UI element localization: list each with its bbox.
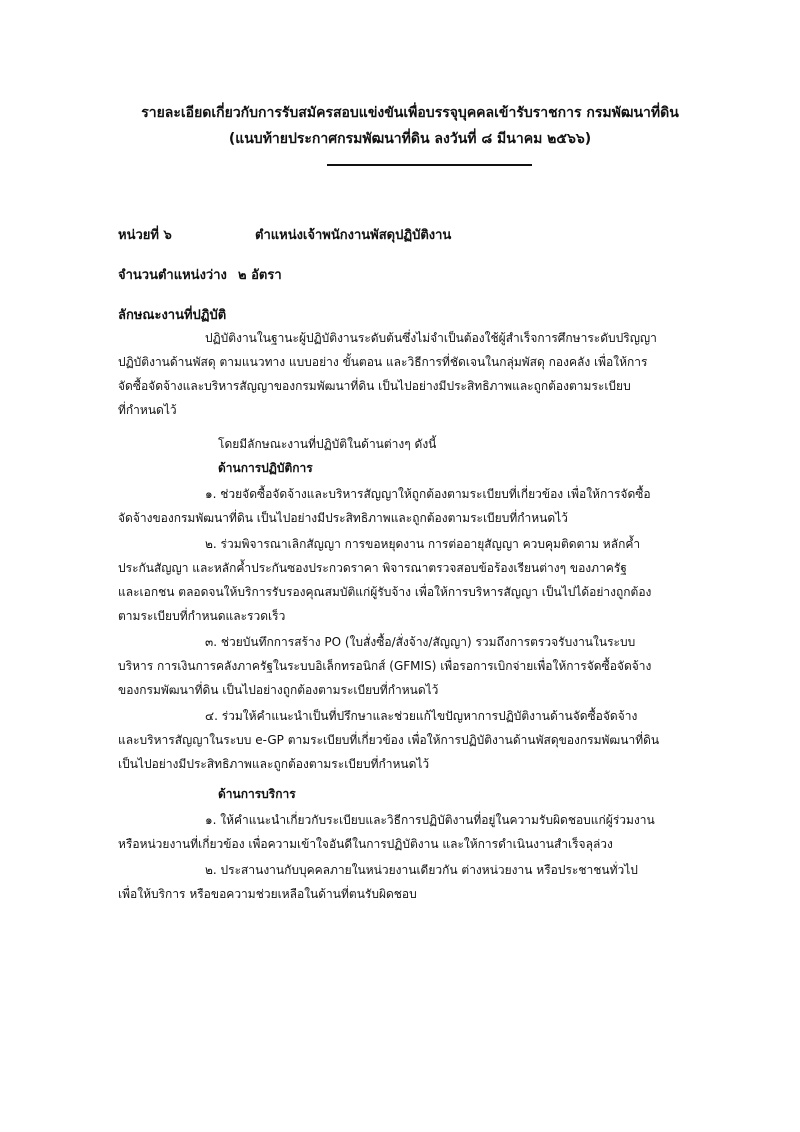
operations-line: ๔. ร่วมให้คำแนะนำเป็นที่ปรึกษาและช่วยแก้ไขปัญหาการปฏิบัติงานด้านจัดซื้อจัดจ้าง: [205, 709, 638, 723]
intro-line: จัดซื้อจัดจ้างและบริหารสัญญาของกรมพัฒนาที่ดิน เป็นไปอย่างมีประสิทธิภาพและถูกต้องตามระเบียบ: [118, 379, 631, 393]
operations-line: ๓. ช่วยบันทึกการสร้าง PO (ใบสั่งซื้อ/สั่งจ้าง/สัญญา) รวมถึงการตรวจรับงานในระบบ: [205, 635, 636, 649]
unit-field: [118, 224, 452, 245]
operations-line: และบริหารสัญญาในระบบ e-GP ตามระเบียบที่เกี่ยวข้อง เพื่อให้การปฏิบัติงานด้านพัสดุของกรมพัฒนาที่ดิน: [118, 733, 660, 747]
services-line: ๒. ประสานงานกับบุคคลภายในหน่วยงานเดียวกัน ต่างหน่วยงาน หรือประชาชนทั่วไป: [205, 863, 638, 877]
operations-line: ๒. ร่วมพิจารณาเลิกสัญญา การขอหยุดงาน การต่ออายุสัญญา ควบคุมติดตาม หลักค้ำ: [205, 537, 641, 551]
operations-line: จัดจ้างของกรมพัฒนาที่ดิน เป็นไปอย่างมีประสิทธิภาพและถูกต้องตามระเบียบที่กำหนดไว้: [118, 511, 568, 525]
operations-line: ตามระเบียบที่กำหนดและรวดเร็ว: [118, 609, 286, 623]
header-title-line-2: (แนบท้ายประกาศกรมพัฒนาที่ดิน ลงวันที่ ๘ มีนาคม ๒๕๖๖): [228, 131, 592, 147]
services-line: ๑. ให้คำแนะนำเกี่ยวกับระเบียบและวิธีการปฏิบัติงานที่อยู่ในความรับผิดชอบแก่ผู้ร่วมงาน: [205, 813, 655, 827]
operations-title: ด้านการปฏิบัติการ: [218, 461, 313, 475]
intro-line: ที่กำหนดไว้: [118, 403, 177, 417]
header-title-line-1: รายละเอียดเกี่ยวกับการรับสมัครสอบแข่งขันเพื่อบรรจุบุคคลเข้ารับราชการ กรมพัฒนาที่ดิน: [141, 105, 679, 121]
vacancies-label: จำนวนตำแหน่งว่าง: [118, 268, 227, 283]
unit-label: หน่วยที่ ๖: [118, 228, 172, 243]
operations-line: ของกรมพัฒนาที่ดิน เป็นไปอย่างถูกต้องตามระเบียบที่กำหนดไว้: [118, 683, 439, 697]
services-line: เพื่อให้บริการ หรือขอความช่วยเหลือในด้านที่ตนรับผิดชอบ: [118, 887, 417, 901]
services-line: หรือหน่วยงานที่เกี่ยวข้อง เพื่อความเข้าใจอันดีในการปฏิบัติงาน และให้การดำเนินงานสำเร็จลุล่วง: [118, 837, 613, 851]
operations-line: เป็นไปอย่างมีประสิทธิภาพและถูกต้องตามระเบียบที่กำหนดไว้: [118, 757, 430, 771]
vacancies-field: [118, 264, 282, 285]
areas-intro: โดยมีลักษณะงานที่ปฏิบัติในด้านต่างๆ ดังนี้: [218, 437, 437, 451]
intro-line: ปฏิบัติงานด้านพัสดุ ตามแนวทาง แบบอย่าง ขั้นตอน และวิธีการที่ชัดเจนในกลุ่มพัสดุ กองคลัง เพื่อให้การ: [118, 355, 648, 369]
header-divider: [327, 164, 532, 166]
intro-line: ปฏิบัติงานในฐานะผู้ปฏิบัติงานระดับต้นซึ่งไม่จำเป็นต้องใช้ผู้สำเร็จการศึกษาระดับปริญญา: [205, 331, 657, 345]
operations-line: บริหาร การเงินการคลังภาครัฐในระบบอิเล็กทรอนิกส์ (GFMIS) เพื่อรอการเบิกจ่ายเพื่อให้การจัดซื้อจัดจ้าง: [118, 659, 652, 673]
services-title: ด้านการบริการ: [218, 787, 296, 801]
vacancies-value: ๒ อัตรา: [238, 268, 282, 283]
unit-position: ตำแหน่งเจ้าพนักงานพัสดุปฏิบัติงาน: [255, 228, 452, 243]
operations-line: ประกันสัญญา และหลักค้ำประกันซองประกวดราคา พิจารณาตรวจสอบข้อร้องเรียนต่างๆ ของภาครัฐ: [118, 561, 627, 575]
job-description-title: ลักษณะงานที่ปฏิบัติ: [118, 308, 227, 323]
operations-line: ๑. ช่วยจัดซื้อจัดจ้างและบริหารสัญญาให้ถูกต้องตามระเบียบที่เกี่ยวข้อง เพื่อให้การจัดซื้อ: [205, 487, 651, 501]
operations-line: และเอกชน ตลอดจนให้บริการรับรองคุณสมบัติแก่ผู้รับจ้าง เพื่อให้การบริหารสัญญา เป็นไปได้อย่างถูกต้อง: [118, 585, 652, 599]
